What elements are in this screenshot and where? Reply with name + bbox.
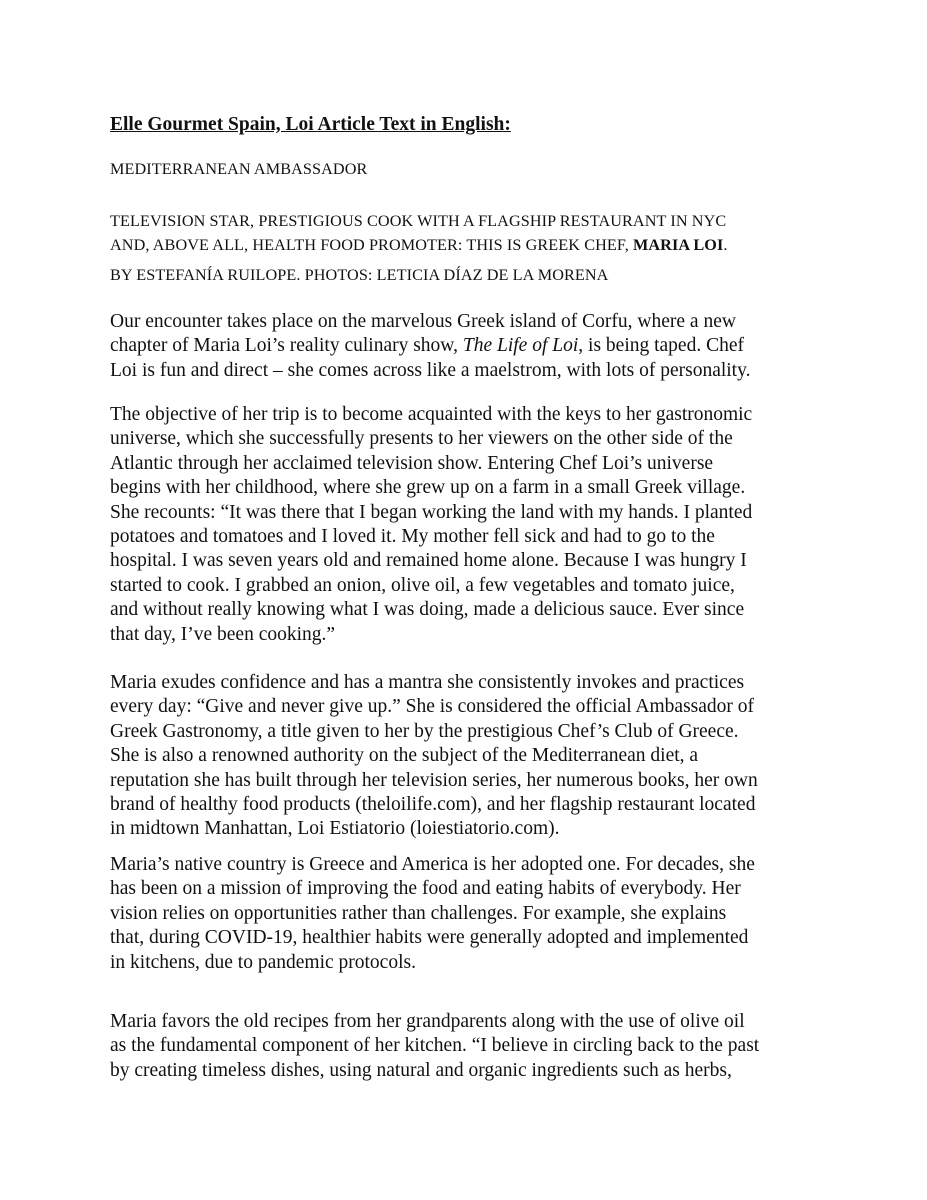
paragraph-line: in midtown Manhattan, Loi Estiatorio (loiestiatorio.com). — [110, 818, 560, 840]
paragraph-line: Maria favors the old recipes from her grandparents along with the use of olive oil — [110, 1011, 745, 1032]
paragraph-line: that, during COVID-19, healthier habits were generally adopted and implemented — [110, 927, 749, 949]
paragraph-line: Maria’s native country is Greece and America is her adopted one. For decades, she — [110, 854, 755, 875]
paragraph-line: Loi is fun and direct – she comes across like a maelstrom, with lots of personality. — [110, 359, 751, 381]
paragraph-line: hospital. I was seven years old and remained home alone. Because I was hungry I — [110, 550, 747, 572]
article-byline: BY ESTEFANÍA RUILOPE. PHOTOS: LETICIA DÍAZ DE LA MORENA — [110, 266, 609, 284]
deck-line: TELEVISION STAR, PRESTIGIOUS COOK WITH A FLAGSHIP RESTAURANT IN NYC — [110, 212, 727, 230]
article-deck — [110, 209, 728, 257]
paragraph-line: vision relies on opportunities rather than challenges. For example, she explains — [110, 902, 727, 924]
paragraph-line: potatoes and tomatoes and I loved it. My mother fell sick and had to go to the — [110, 526, 715, 548]
paragraph-line: Atlantic through her acclaimed television show. Entering Chef Loi’s universe — [110, 452, 714, 474]
chef-name: MARIA LOI — [632, 236, 724, 254]
paragraph-line: brand of healthy food products (theloilife.com), and her flagship restaurant located — [110, 794, 756, 816]
paragraph-line: begins with her childhood, where she grew up on a farm in a small Greek village. — [110, 477, 746, 499]
article-kicker: MEDITERRANEAN AMBASSADOR — [110, 160, 368, 178]
paragraph-line: reputation she has built through her television series, her numerous books, her own — [110, 769, 758, 791]
paragraph-line — [110, 334, 750, 358]
deck-text: . — [723, 236, 728, 254]
paragraph-line: has been on a mission of improving the food and eating habits of everybody. Her — [110, 878, 741, 900]
show-title: The Life of Loi — [462, 335, 579, 357]
paragraph-line: universe, which she successfully presents to her viewers on the other side of the — [110, 428, 733, 450]
paragraph-text: chapter of Maria Loi’s reality culinary show, — [110, 335, 463, 357]
paragraph-text: , is being taped. Chef — [578, 335, 744, 357]
paragraph-line: She is also a renowned authority on the subject of the Mediterranean diet, a — [110, 745, 699, 767]
paragraph-line: Maria exudes confidence and has a mantra she consistently invokes and practices — [110, 672, 745, 693]
paragraph-line: Greek Gastronomy, a title given to her by the prestigious Chef’s Club of Greece. — [110, 720, 739, 742]
paragraph-line: started to cook. I grabbed an onion, olive oil, a few vegetables and tomato juice, — [110, 574, 735, 596]
deck-text: AND, ABOVE ALL, HEALTH FOOD PROMOTER: THIS IS GREEK CHEF, — [110, 236, 633, 254]
paragraph-1 — [110, 310, 750, 383]
paragraph-line: that day, I’ve been cooking.” — [110, 623, 336, 645]
paragraph-line: The objective of her trip is to become acquainted with the keys to her gastronomic — [110, 404, 753, 425]
paragraph-line: She recounts: “It was there that I began working the land with my hands. I planted — [110, 501, 753, 523]
paragraph-3 — [110, 671, 758, 842]
paragraph-4 — [110, 853, 755, 975]
paragraph-5 — [110, 1010, 759, 1083]
paragraph-line: by creating timeless dishes, using natural and organic ingredients such as herbs, — [110, 1059, 732, 1081]
paragraph-line: in kitchens, due to pandemic protocols. — [110, 951, 416, 973]
paragraph-line: every day: “Give and never give up.” She is considered the official Ambassador of — [110, 696, 755, 718]
paragraph-line: Our encounter takes place on the marvelous Greek island of Corfu, where a new — [110, 311, 736, 332]
document-heading: Elle Gourmet Spain, Loi Article Text in English: — [110, 114, 511, 135]
paragraph-2 — [110, 403, 752, 647]
paragraph-line: as the fundamental component of her kitchen. “I believe in circling back to the past — [110, 1035, 760, 1057]
paragraph-line: and without really knowing what I was doing, made a delicious sauce. Ever since — [110, 599, 745, 621]
deck-line — [110, 233, 728, 257]
